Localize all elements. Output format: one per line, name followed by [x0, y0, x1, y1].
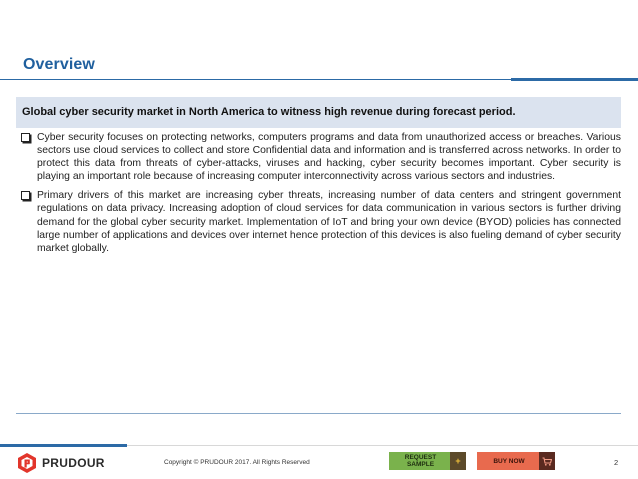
buy-now-label: BUY NOW [493, 457, 525, 465]
page-number: 2 [614, 458, 619, 467]
plus-icon: + [450, 452, 466, 470]
prudour-logo-icon [16, 452, 38, 474]
logo-text: PRUDOUR [42, 456, 105, 470]
bullet-list [16, 131, 621, 261]
request-sample-button[interactable] [389, 452, 466, 470]
checkbox-icon [21, 133, 30, 142]
bullet-text: Cyber security focuses on protecting networks, computers programs and data from unauthorized access or breaches. Various sectors use cloud services to collect and store Confidential data and information and is transferred across networks. In order to protect this data from threats of cyber-attacks, viruses and hacking, cyber security becomes important. Cyber security is playing an important role because of increasing computer interconnectivity across various sectors and industries. [37, 132, 621, 183]
content-divider [16, 413, 621, 414]
copyright-text: Copyright © PRUDOUR 2017. All Rights Reserved [164, 459, 310, 466]
headline-band [16, 97, 621, 128]
headline-text: Global cyber security market in North America to witness high revenue during forecast period. [22, 106, 516, 118]
title-divider-accent [511, 78, 638, 81]
footer-divider-accent [0, 444, 127, 447]
bullet-text: Primary drivers of this market are increasing cyber threats, increasing number of data centers and stringent government regulations on data privacy. Increasing adoption of cloud services for data communication in various sectors is further driving demand for the global cyber security market. Implementation of IoT and bring your own device (BYOD) policies has connected large number of applications and devices over internet hence protection of this devices is also fueling demand of cyber security market globally. [37, 190, 621, 254]
bullet-item [16, 131, 621, 183]
buy-now-button[interactable] [477, 452, 555, 470]
brand-logo[interactable] [16, 452, 105, 474]
bullet-item [16, 189, 621, 254]
page-title: Overview [23, 56, 95, 73]
footer-divider [127, 445, 638, 446]
cart-icon [539, 452, 555, 470]
checkbox-icon [21, 191, 30, 200]
request-sample-label: REQUEST SAMPLE [404, 454, 437, 468]
